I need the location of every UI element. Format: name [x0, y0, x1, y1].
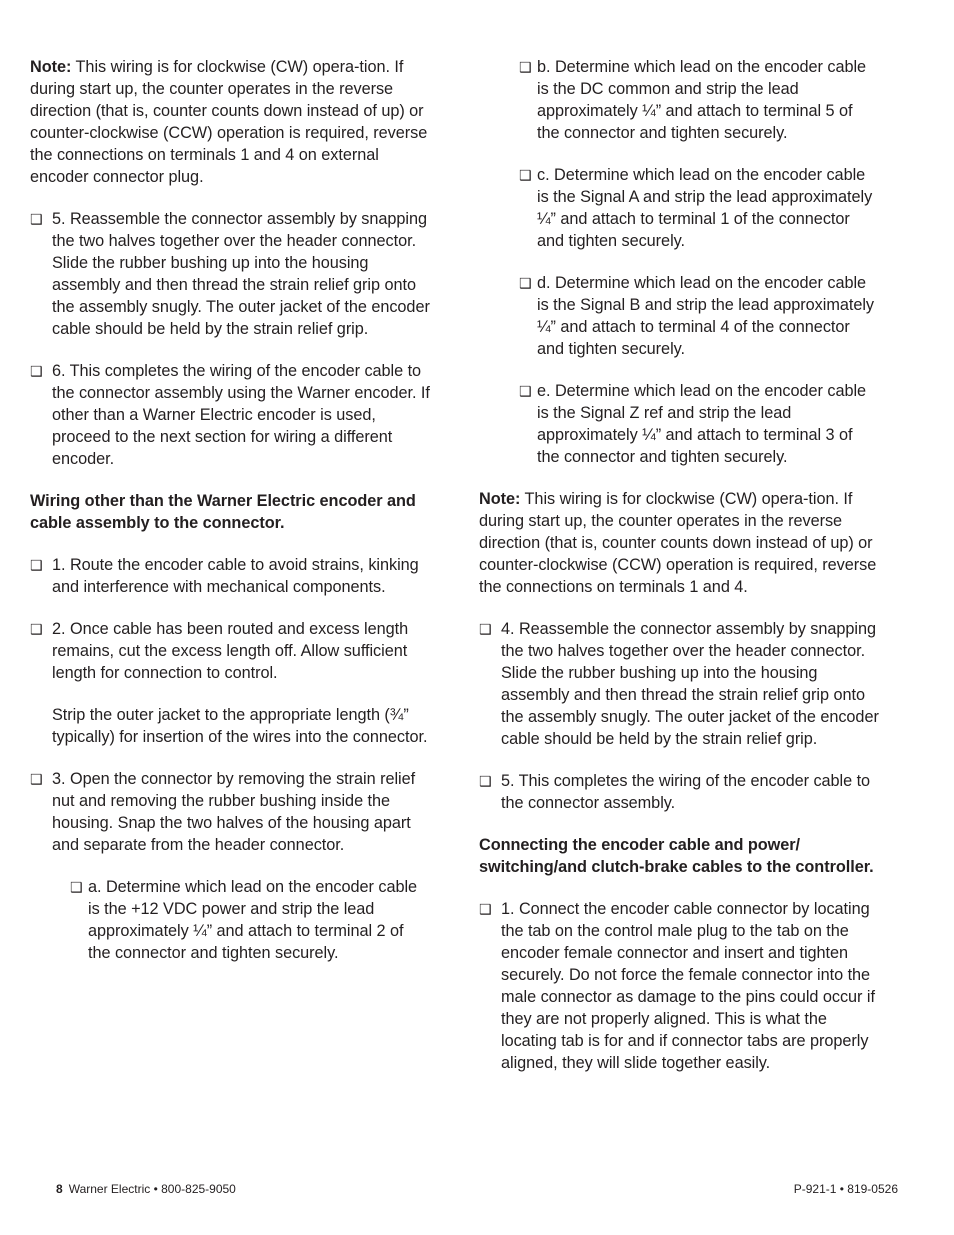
- step-2-item: [30, 618, 430, 684]
- step-3c-text: c. Determine which lead on the encoder cable is the Signal A and strip the lead approximately ¼” and attach to terminal 1 of the connector and tighten securely.: [537, 166, 873, 250]
- step-3e-item: [519, 380, 879, 468]
- right-column: [479, 56, 879, 1094]
- step-3b-text: b. Determine which lead on the encoder cable is the DC common and strip the lead approximately ¼” and attach to terminal 5 of the connector and tighten securely.: [537, 58, 867, 142]
- step-3d-item: [519, 272, 879, 360]
- note-label: Note:: [30, 58, 72, 76]
- checkbox-icon: ❑: [519, 275, 532, 291]
- note-paragraph: [30, 56, 430, 188]
- checkbox-icon: ❑: [519, 167, 532, 183]
- step-5-text: 5. This completes the wiring of the encoder cable to the connector assembly.: [501, 772, 871, 812]
- section-heading: Connecting the encoder cable and power/ switching/and clutch-brake cables to the controller.: [479, 836, 874, 876]
- step-3a-text: a. Determine which lead on the encoder cable is the +12 VDC power and strip the lead approximately ¼” and attach to terminal 2 of the connector and tighten securely.: [88, 878, 418, 962]
- checkbox-icon: ❑: [519, 59, 532, 75]
- step-2-text: 2. Once cable has been routed and excess length remains, cut the excess length off. Allow sufficient length for connection to control.: [52, 620, 409, 682]
- page-number: 8: [56, 1182, 63, 1196]
- checkbox-icon: ❑: [479, 773, 492, 789]
- step-1-text: 1. Route the encoder cable to avoid strains, kinking and interference with mechanical components.: [52, 556, 419, 596]
- step-3-text: 3. Open the connector by removing the strain relief nut and removing the rubber bushing inside the housing. Snap the two halves of the housing apart and separate from the header connector.: [52, 770, 416, 854]
- checkbox-icon: ❑: [30, 771, 43, 787]
- step-5-item: [30, 208, 430, 340]
- footer-right: P-921-1 • 819-0526: [793, 1182, 898, 1196]
- step-6-item: [30, 360, 430, 470]
- step-3d-text: d. Determine which lead on the encoder cable is the Signal B and strip the lead approximately ¼” and attach to terminal 4 of the connector and tighten securely.: [537, 274, 874, 358]
- checkbox-icon: ❑: [30, 557, 43, 573]
- step-3c-item: [519, 164, 879, 252]
- note-label: Note:: [479, 490, 521, 508]
- checkbox-icon: ❑: [479, 901, 492, 917]
- checkbox-icon: ❑: [519, 383, 532, 399]
- step-3e-text: e. Determine which lead on the encoder cable is the Signal Z ref and strip the lead approximately ¼” and attach to terminal 3 of the connector and tighten securely.: [537, 382, 867, 466]
- checkbox-icon: ❑: [479, 621, 492, 637]
- checkbox-icon: ❑: [30, 621, 43, 637]
- step-5-text: 5. Reassemble the connector assembly by snapping the two halves together over the header connector. Slide the rubber bushing up into the housing assembly and then thread the strain relief grip onto the assembly snugly. The outer jacket of the encoder cable should be held by the strain relief grip.: [52, 210, 430, 338]
- step-3-item: [30, 768, 430, 856]
- step-4-text: 4. Reassemble the connector assembly by snapping the two halves together over the header connector. Slide the rubber bushing up into the housing assembly and then thread the strain relief grip onto the assembly snugly. The outer jacket of the encoder cable should be held by the strain relief grip.: [501, 620, 879, 748]
- step-1-text: 1. Connect the encoder cable connector by locating the tab on the control male plug to the tab on the encoder female connector and insert and tighten securely. Do not force the female connector into the male connector as damage to the pins could occur if they are not properly aligned. This is what the locating tab is for and if connector tabs are properly aligned, they will slide together easily.: [501, 900, 875, 1072]
- step-3a-item: [70, 876, 430, 964]
- step-6-text: 6. This completes the wiring of the encoder cable to the connector assembly using the Warner encoder. If other than a Warner Electric encoder is used, proceed to the next section for wiring a different encoder.: [52, 362, 430, 468]
- step-3b-item: [519, 56, 879, 144]
- checkbox-icon: ❑: [30, 211, 43, 227]
- step-1-item: [479, 898, 879, 1074]
- step-2-extra: Strip the outer jacket to the appropriate length (¾” typically) for insertion of the wires into the connector.: [52, 706, 428, 746]
- step-1-item: [30, 554, 430, 598]
- section-heading: Wiring other than the Warner Electric encoder and cable assembly to the connector.: [30, 492, 416, 532]
- footer-left: [56, 1182, 236, 1196]
- step-4-item: [479, 618, 879, 750]
- note-text: This wiring is for clockwise (CW) opera-tion. If during start up, the counter operates in the reverse direction (that is, counter counts down instead of up) or counter-clockwise (CCW) operation is required, reverse the connections on terminals 1 and 4.: [479, 490, 877, 596]
- left-column: [30, 56, 430, 984]
- note-paragraph: [479, 488, 879, 598]
- step-5-item: [479, 770, 879, 814]
- footer-company: Warner Electric • 800-825-9050: [68, 1182, 236, 1196]
- note-text: This wiring is for clockwise (CW) opera-tion. If during start up, the counter operates in the reverse direction (that is, counter counts down instead of up) or counter-clockwise (CCW) operation is required, reverse the connections on terminals 1 and 4 on external encoder connector plug.: [30, 58, 428, 186]
- checkbox-icon: ❑: [30, 363, 43, 379]
- checkbox-icon: ❑: [70, 879, 83, 895]
